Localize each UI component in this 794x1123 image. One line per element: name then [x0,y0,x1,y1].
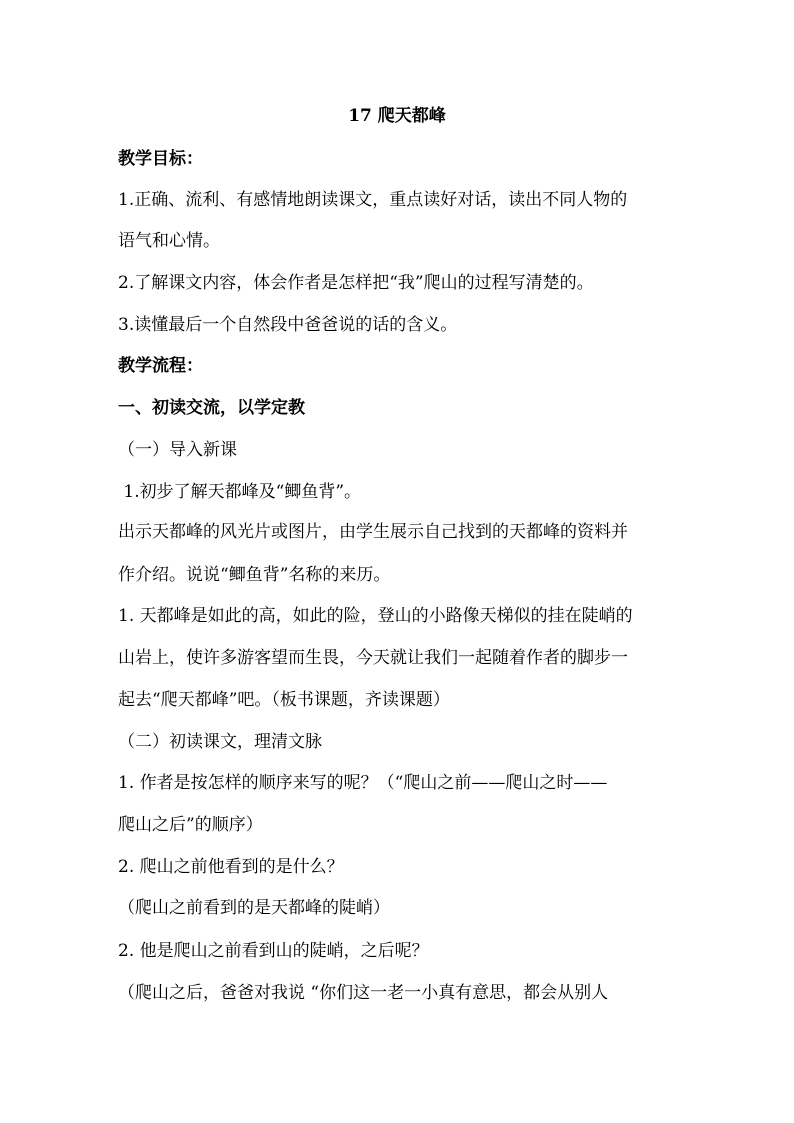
subsection-heading: （二）初读课文，理清文脉 [118,732,322,752]
subsection-heading: （一）导入新课 [118,440,237,460]
list-item: 1.初步了解天都峰及“鲫鱼背”。 [118,482,362,502]
paragraph-line: （爬山之后，爸爸对我说 “你们这一老一小真有意思，都会从别人 [118,983,609,1003]
paragraph-line: 2. 他是爬山之前看到山的陡峭，之后呢？ [118,941,429,961]
paragraph-line: 山岩上，使许多游客望而生畏，今天就让我们一起随着作者的脚步一 [118,648,628,668]
paragraph-line: 出示天都峰的风光片或图片，由学生展示自己找到的天都峰的资料并 [118,522,628,542]
objective-line: 2.了解课文内容，体会作者是怎样把“我”爬山的过程写清楚的。 [118,273,594,293]
paragraph-line: 起去“爬天都峰”吧。（板书课题，齐读课题） [118,690,450,710]
section-heading: 一、初读交流，以学定教 [118,398,305,418]
paragraph-line: 2. 爬山之前他看到的是什么？ [118,857,344,877]
objective-line: 1.正确、流利、有感情地朗读课文，重点读好对话，读出不同人物的 [118,190,628,210]
paragraph-line: 1. 天都峰是如此的高，如此的险，登山的小路像天梯似的挂在陡峭的 [118,606,633,626]
objective-line: 语气和心情。 [118,231,220,251]
paragraph-line: 爬山之后”的顺序） [118,815,263,835]
paragraph-line: 作介绍。说说“鲫鱼背”名称的来历。 [118,565,391,585]
paragraph-line: 1. 作者是按怎样的顺序来写的呢？（“爬山之前——爬山之时—— [118,773,608,793]
objective-line: 3.读懂最后一个自然段中爸爸说的话的含义。 [118,315,458,335]
flow-heading: 教学流程： [118,356,203,376]
paragraph-line: （爬山之前看到的是天都峰的陡峭） [118,898,390,918]
page-title: 17 爬天都峰 [348,106,446,126]
objectives-heading: 教学目标： [118,149,203,169]
